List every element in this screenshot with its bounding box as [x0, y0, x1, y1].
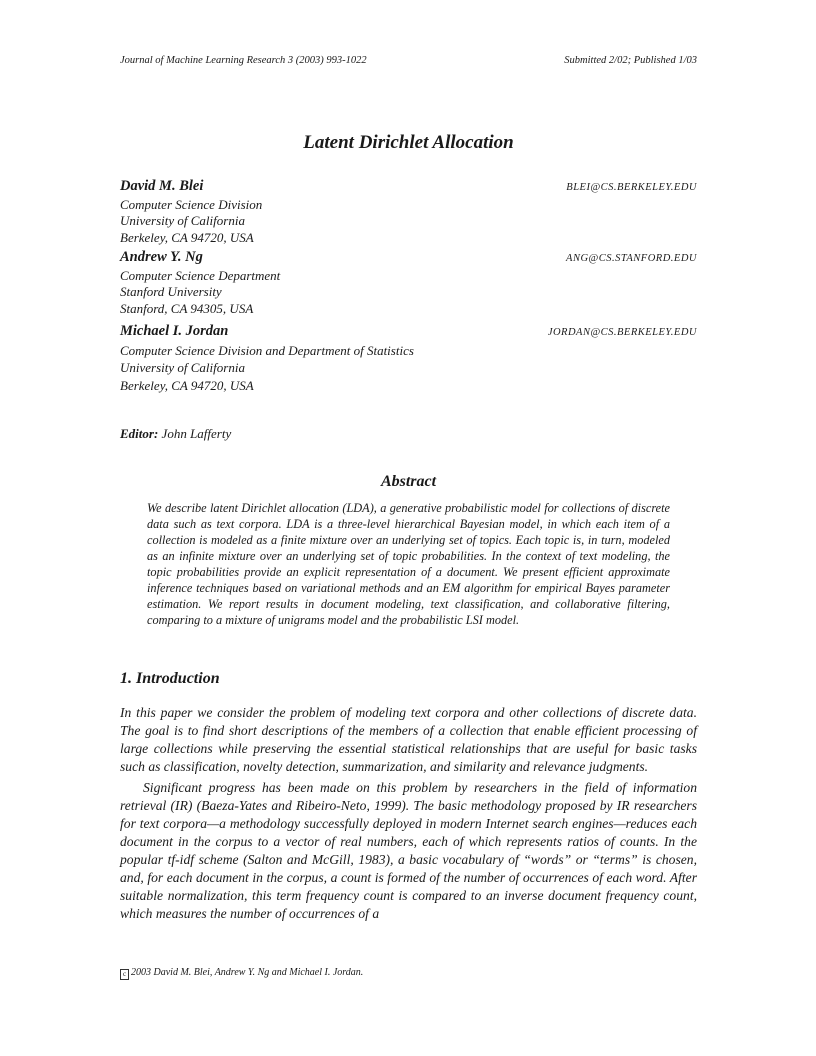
abstract-text: We describe latent Dirichlet allocation (LDA), a generative probabilistic model for collections of discrete data such as text corpora. LDA is a three-level hierarchical Bayesian model, in which each item of a collection is modeled as a finite mixture over an underlying set of topics. Each topic is, in turn, modeled as an infinite mixture over an underlying set of topic probabilities. In the context of text modeling, the topic probabilities provide an explicit representation of a document. We present efficient approximate inference techniques based on variational methods and an EM algorithm for empirical Bayes parameter estimation. We report results in document modeling, text classification, and collaborative filtering, comparing to a mixture of unigrams model and the probabilistic LSI model.: [147, 501, 670, 627]
author-block-2: [120, 249, 697, 317]
author-affiliation: Computer Science Department: [120, 267, 281, 283]
author-affiliation: Computer Science Division: [120, 196, 263, 212]
running-header: [120, 55, 697, 66]
submission-dates: Submitted 2/02; Published 1/03: [564, 55, 697, 66]
author-email: JORDAN@CS.BERKELEY.EDU: [547, 327, 697, 338]
paper-page: [120, 0, 697, 1056]
editor-name: John Lafferty: [161, 426, 232, 441]
author-name: Andrew Y. Ng: [120, 249, 203, 265]
author-block-3: [120, 323, 697, 394]
copyright-icon: c: [120, 969, 129, 980]
journal-citation: Journal of Machine Learning Research 3 (2003) 993-1022: [120, 55, 367, 66]
introduction-body: [120, 704, 697, 926]
author-email: ANG@CS.STANFORD.EDU: [566, 253, 697, 264]
author-name: David M. Blei: [120, 178, 204, 194]
copyright-footer: [120, 967, 363, 980]
section-heading-introduction: 1. Introduction: [120, 670, 220, 687]
author-block-1: [120, 178, 697, 246]
author-address: Berkeley, CA 94720, USA: [120, 377, 254, 393]
paragraph: Significant progress has been made on this problem by researchers in the field of information retrieval (IR) (Baeza-Yates and Ribeiro-Neto, 1999). The basic methodology proposed by IR researchers for text corpora—a methodology successfully deployed in modern Internet search engines—reduces each document in the corpus to a vector of real numbers, each of which represents ratios of counts. In the popular tf-idf scheme (Salton and McGill, 1983), a basic vocabulary of “words” or “terms” is chosen, and, for each document in the corpus, a count is formed of the number of occurrences of each word. After suitable normalization, this term frequency count is compared to an inverse document frequency count, which measures the number of occurrences of a: [120, 780, 697, 921]
author-address: Berkeley, CA 94720, USA: [120, 229, 254, 245]
copyright-text: 2003 David M. Blei, Andrew Y. Ng and Michael I. Jordan.: [131, 967, 364, 978]
author-institution: University of California: [120, 360, 245, 375]
abstract-heading: Abstract: [380, 473, 437, 490]
paragraph: In this paper we consider the problem of modeling text corpora and other collections of discrete data. The goal is to find short descriptions of the members of a collection that enable efficient processing of large collections while preserving the essential statistical relationships that are useful for basic tasks such as classification, novelty detection, summarization, and similarity and relevance judgments.: [120, 705, 697, 774]
author-address: Stanford, CA 94305, USA: [120, 300, 254, 316]
author-institution: Stanford University: [120, 284, 222, 299]
author-name: Michael I. Jordan: [120, 323, 229, 339]
author-affiliation: Computer Science Division and Department of Statistics: [120, 342, 414, 358]
editor-label: Editor:: [120, 426, 159, 441]
paper-title: Latent Dirichlet Allocation: [303, 132, 514, 153]
author-institution: University of California: [120, 213, 245, 228]
editor-line: [120, 426, 231, 442]
author-email: BLEI@CS.BERKELEY.EDU: [566, 182, 697, 193]
